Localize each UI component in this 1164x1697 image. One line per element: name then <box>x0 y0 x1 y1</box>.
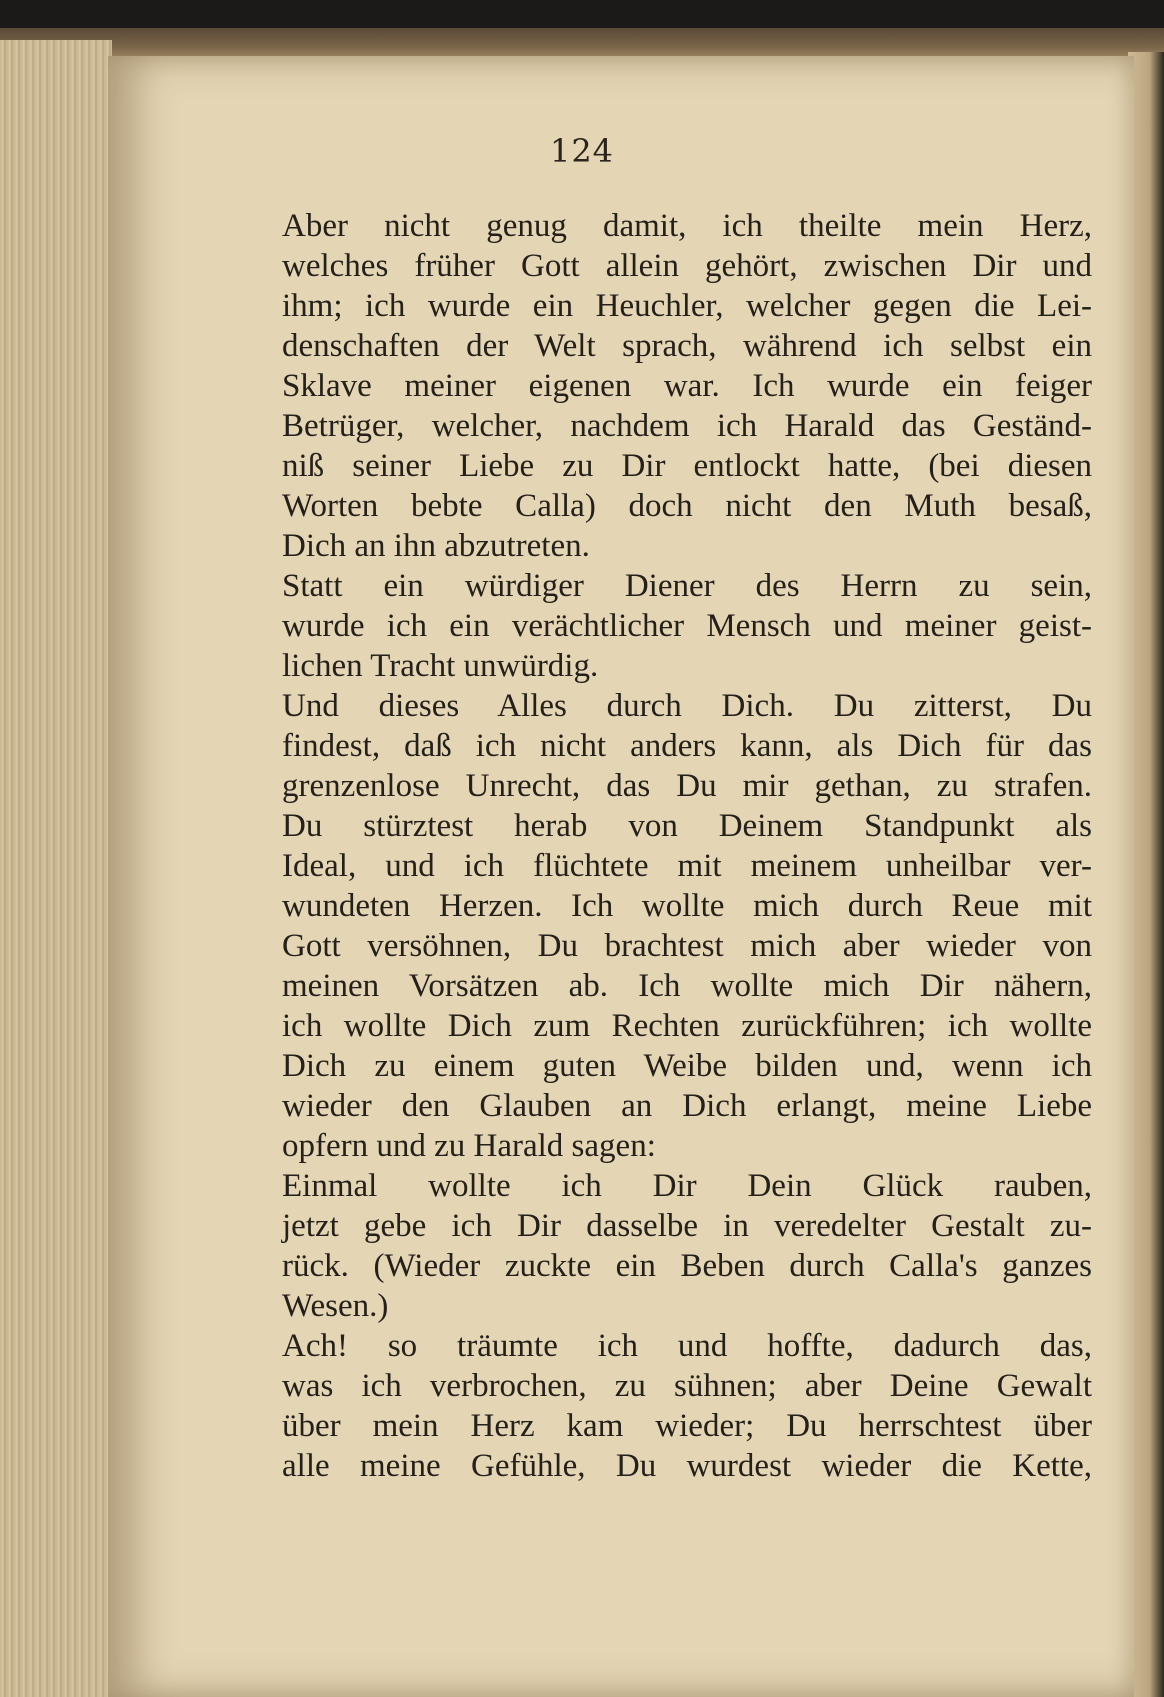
text-line: Und dieses Alles durch Dich. Du zitterst, Du <box>282 688 1092 724</box>
text-line: Ach! so träumte ich und hoffte, dadurch das, <box>282 1328 1092 1364</box>
text-line: alle meine Gefühle, Du wurdest wieder die Kette, <box>282 1448 1092 1484</box>
text-line: denschaften der Welt sprach, während ich selbst ein <box>282 328 1092 364</box>
text-line: wurde ich ein verächtlicher Mensch und meiner geist- <box>282 608 1092 644</box>
text-line: Gott versöhnen, Du brachtest mich aber wieder von <box>282 928 1092 964</box>
page-stack <box>0 40 112 1697</box>
text-line: rück. (Wieder zuckte ein Beben durch Calla's ganzes <box>282 1248 1092 1284</box>
text-line: grenzenlose Unrecht, das Du mir gethan, zu strafen. <box>282 768 1092 804</box>
page-text <box>282 206 1092 1486</box>
text-line: Betrüger, welcher, nachdem ich Harald das Geständ- <box>282 408 1092 444</box>
text-line: niß seiner Liebe zu Dir entlockt hatte, (bei diesen <box>282 448 1092 484</box>
text-line: über mein Herz kam wieder; Du herrschtest über <box>282 1408 1092 1444</box>
text-line: Worten bebte Calla) doch nicht den Muth besaß, <box>282 488 1092 524</box>
text-line: wieder den Glauben an Dich erlangt, meine Liebe <box>282 1088 1092 1124</box>
text-line: Du stürztest herab von Deinem Standpunkt als <box>282 808 1092 844</box>
text-line: Einmal wollte ich Dir Dein Glück rauben, <box>282 1168 1092 1204</box>
text-line: opfern und zu Harald sagen: <box>282 1128 656 1164</box>
text-line: Aber nicht genug damit, ich theilte mein Herz, <box>282 208 1092 244</box>
text-line: Statt ein würdiger Diener des Herrn zu sein, <box>282 568 1092 604</box>
text-line: meinen Vorsätzen ab. Ich wollte mich Dir nähern, <box>282 968 1092 1004</box>
text-line: welches früher Gott allein gehört, zwischen Dir und <box>282 248 1092 284</box>
text-line: jetzt gebe ich Dir dasselbe in veredelter Gestalt zu- <box>282 1208 1092 1244</box>
text-line: Dich zu einem guten Weibe bilden und, wenn ich <box>282 1048 1092 1084</box>
text-line: findest, daß ich nicht anders kann, als Dich für das <box>282 728 1092 764</box>
text-line: Dich an ihn abzutreten. <box>282 528 590 564</box>
text-line: ihm; ich wurde ein Heuchler, welcher gegen die Lei- <box>282 288 1092 324</box>
text-line: lichen Tracht unwürdig. <box>282 648 599 684</box>
text-line: Wesen.) <box>282 1288 389 1324</box>
text-line: ich wollte Dich zum Rechten zurückführen; ich wollte <box>282 1008 1092 1044</box>
text-line: Ideal, und ich flüchtete mit meinem unheilbar ver- <box>282 848 1092 884</box>
text-line: was ich verbrochen, zu sühnen; aber Deine Gewalt <box>282 1368 1092 1404</box>
text-line: Sklave meiner eigenen war. Ich wurde ein feiger <box>282 368 1092 404</box>
text-line: wundeten Herzen. Ich wollte mich durch Reue mit <box>282 888 1092 924</box>
page-number: 124 <box>549 132 615 170</box>
